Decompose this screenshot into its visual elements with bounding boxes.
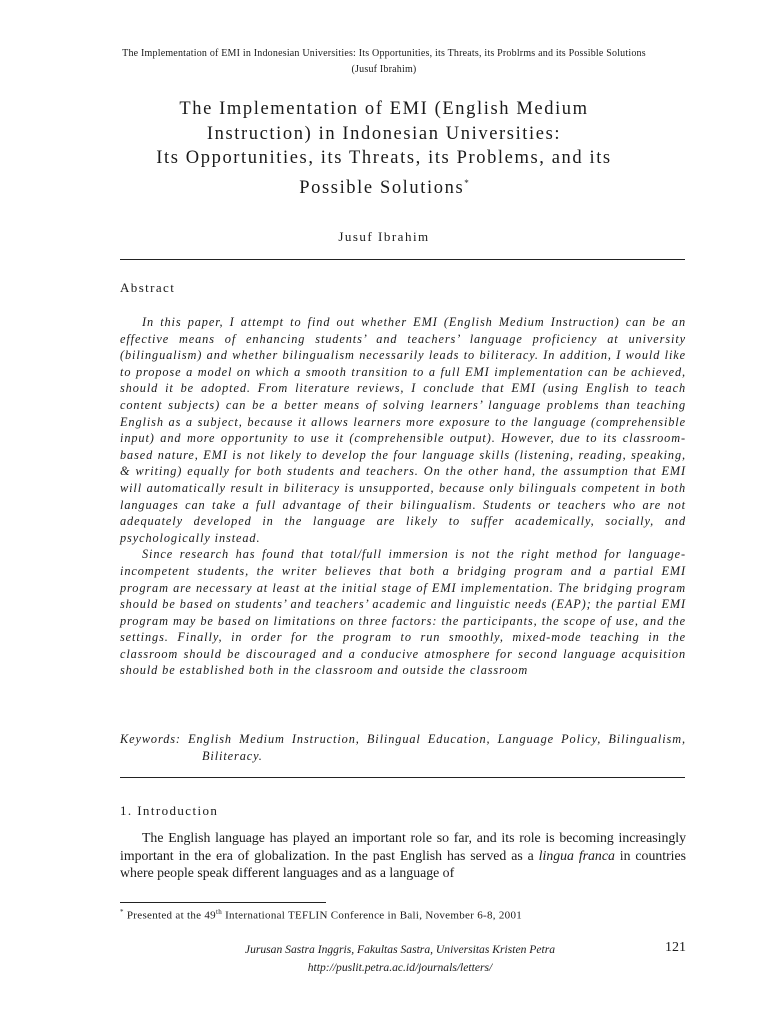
abstract-body	[120, 314, 686, 679]
abstract-heading: Abstract	[120, 280, 176, 295]
abstract-paragraph-1: In this paper, I attempt to find out whether EMI (English Medium Instruction) can be an effective means of enhancing students’ and teachers’ language proficiency at university (bilingualism) and whether bilingualism necessarily leads to biliteracy. In addition, I would like to propose a model on which a smooth transition to a full EMI implementation can be achieved, should it be adopted. From literature reviews, I conclude that EMI (using English to teach content subjects) can be a better means of solving learners’ language problems than teaching English as a subject, because it allows learners more exposure to the language (comprehensible input) and more opportunity to use it (comprehensible output). However, due to its classroom-based nature, EMI is not likely to develop the four language skills (listening, reading, speaking, & writing) equally for both students and teachers. On the other hand, the assumption that EMI will automatically result in biliteracy is unsupported, because only bilinguals competent in both languages can take a full advantage of their bilingualism. Students or teachers who are not adequately developed in the language are likely to suffer academically, socially, and psychologically instead.	[120, 315, 686, 545]
divider-top	[120, 259, 685, 260]
running-header: The Implementation of EMI in Indonesian Universities: Its Opportunities, its Threats, its Problrms and its Possible Solutions (Jusuf Ibrahim)	[122, 48, 646, 75]
footnote-text-part-2: International TEFLIN Conference in Bali, November 6-8, 2001	[222, 909, 523, 922]
title-line-1: The Implementation of EMI (English Medium	[179, 99, 589, 119]
title-line-3: Its Opportunities, its Threats, its Problems, and its	[156, 148, 612, 168]
page-footer	[190, 941, 610, 977]
introduction-text-part-1: The English language has played an important role so far, and its role is becoming increasingly important in the era of globalization. In the past English has served as a	[120, 830, 686, 863]
introduction-italic-term: lingua franca	[538, 847, 615, 863]
footnote	[120, 908, 522, 922]
introduction-body	[120, 829, 686, 882]
abstract-paragraph-2: Since research has found that total/full immersion is not the right method for language-incompetent students, the writer believes that both a bridging program and a partial EMI program are necessary at least at the initial stage of EMI implementation. The bridging program should be based on students’ and teachers’ academic and linguistic needs (EAP); the partial EMI program may be based on limitations on three factors: the participants, the scope of use, and the settings. Finally, in order for the program to run smoothly, mixed-mode teaching in the classroom should be discouraged and a conducive atmosphere for second language acquisition should be established both in the classroom and outside the classroom	[120, 547, 686, 678]
page-number: 121	[665, 940, 686, 955]
keywords-label: Keywords:	[120, 732, 181, 746]
footnote-superscript: th	[215, 908, 223, 916]
title-line-2: Instruction) in Indonesian Universities:	[206, 123, 562, 144]
author-name: Jusuf Ibrahim	[338, 229, 430, 244]
divider-bottom	[120, 777, 685, 778]
title-line-4	[100, 171, 668, 201]
footer-url[interactable]: http://puslit.petra.ac.id/journals/letters/	[307, 961, 493, 974]
footnote-text-part-1: Presented at the 49	[126, 909, 216, 922]
introduction-paragraph	[120, 829, 686, 882]
footnote-divider	[120, 902, 326, 903]
title-footnote-marker: *	[464, 177, 469, 188]
paper-title	[100, 97, 668, 200]
introduction-text-part-2: in countries where people speak different languages and as a language of	[120, 847, 686, 881]
keywords-text: English Medium Instruction, Bilingual Education, Language Policy, Bilingualism, Biliteracy.	[188, 732, 686, 763]
footer-institution: Jurusan Sastra Inggris, Fakultas Sastra, Universitas Kristen Petra	[244, 943, 556, 956]
title-line-4-text: Possible Solutions	[299, 177, 465, 198]
keywords	[120, 731, 686, 765]
footnote-marker: *	[120, 908, 124, 916]
section-heading-introduction: 1. Introduction	[120, 803, 219, 818]
